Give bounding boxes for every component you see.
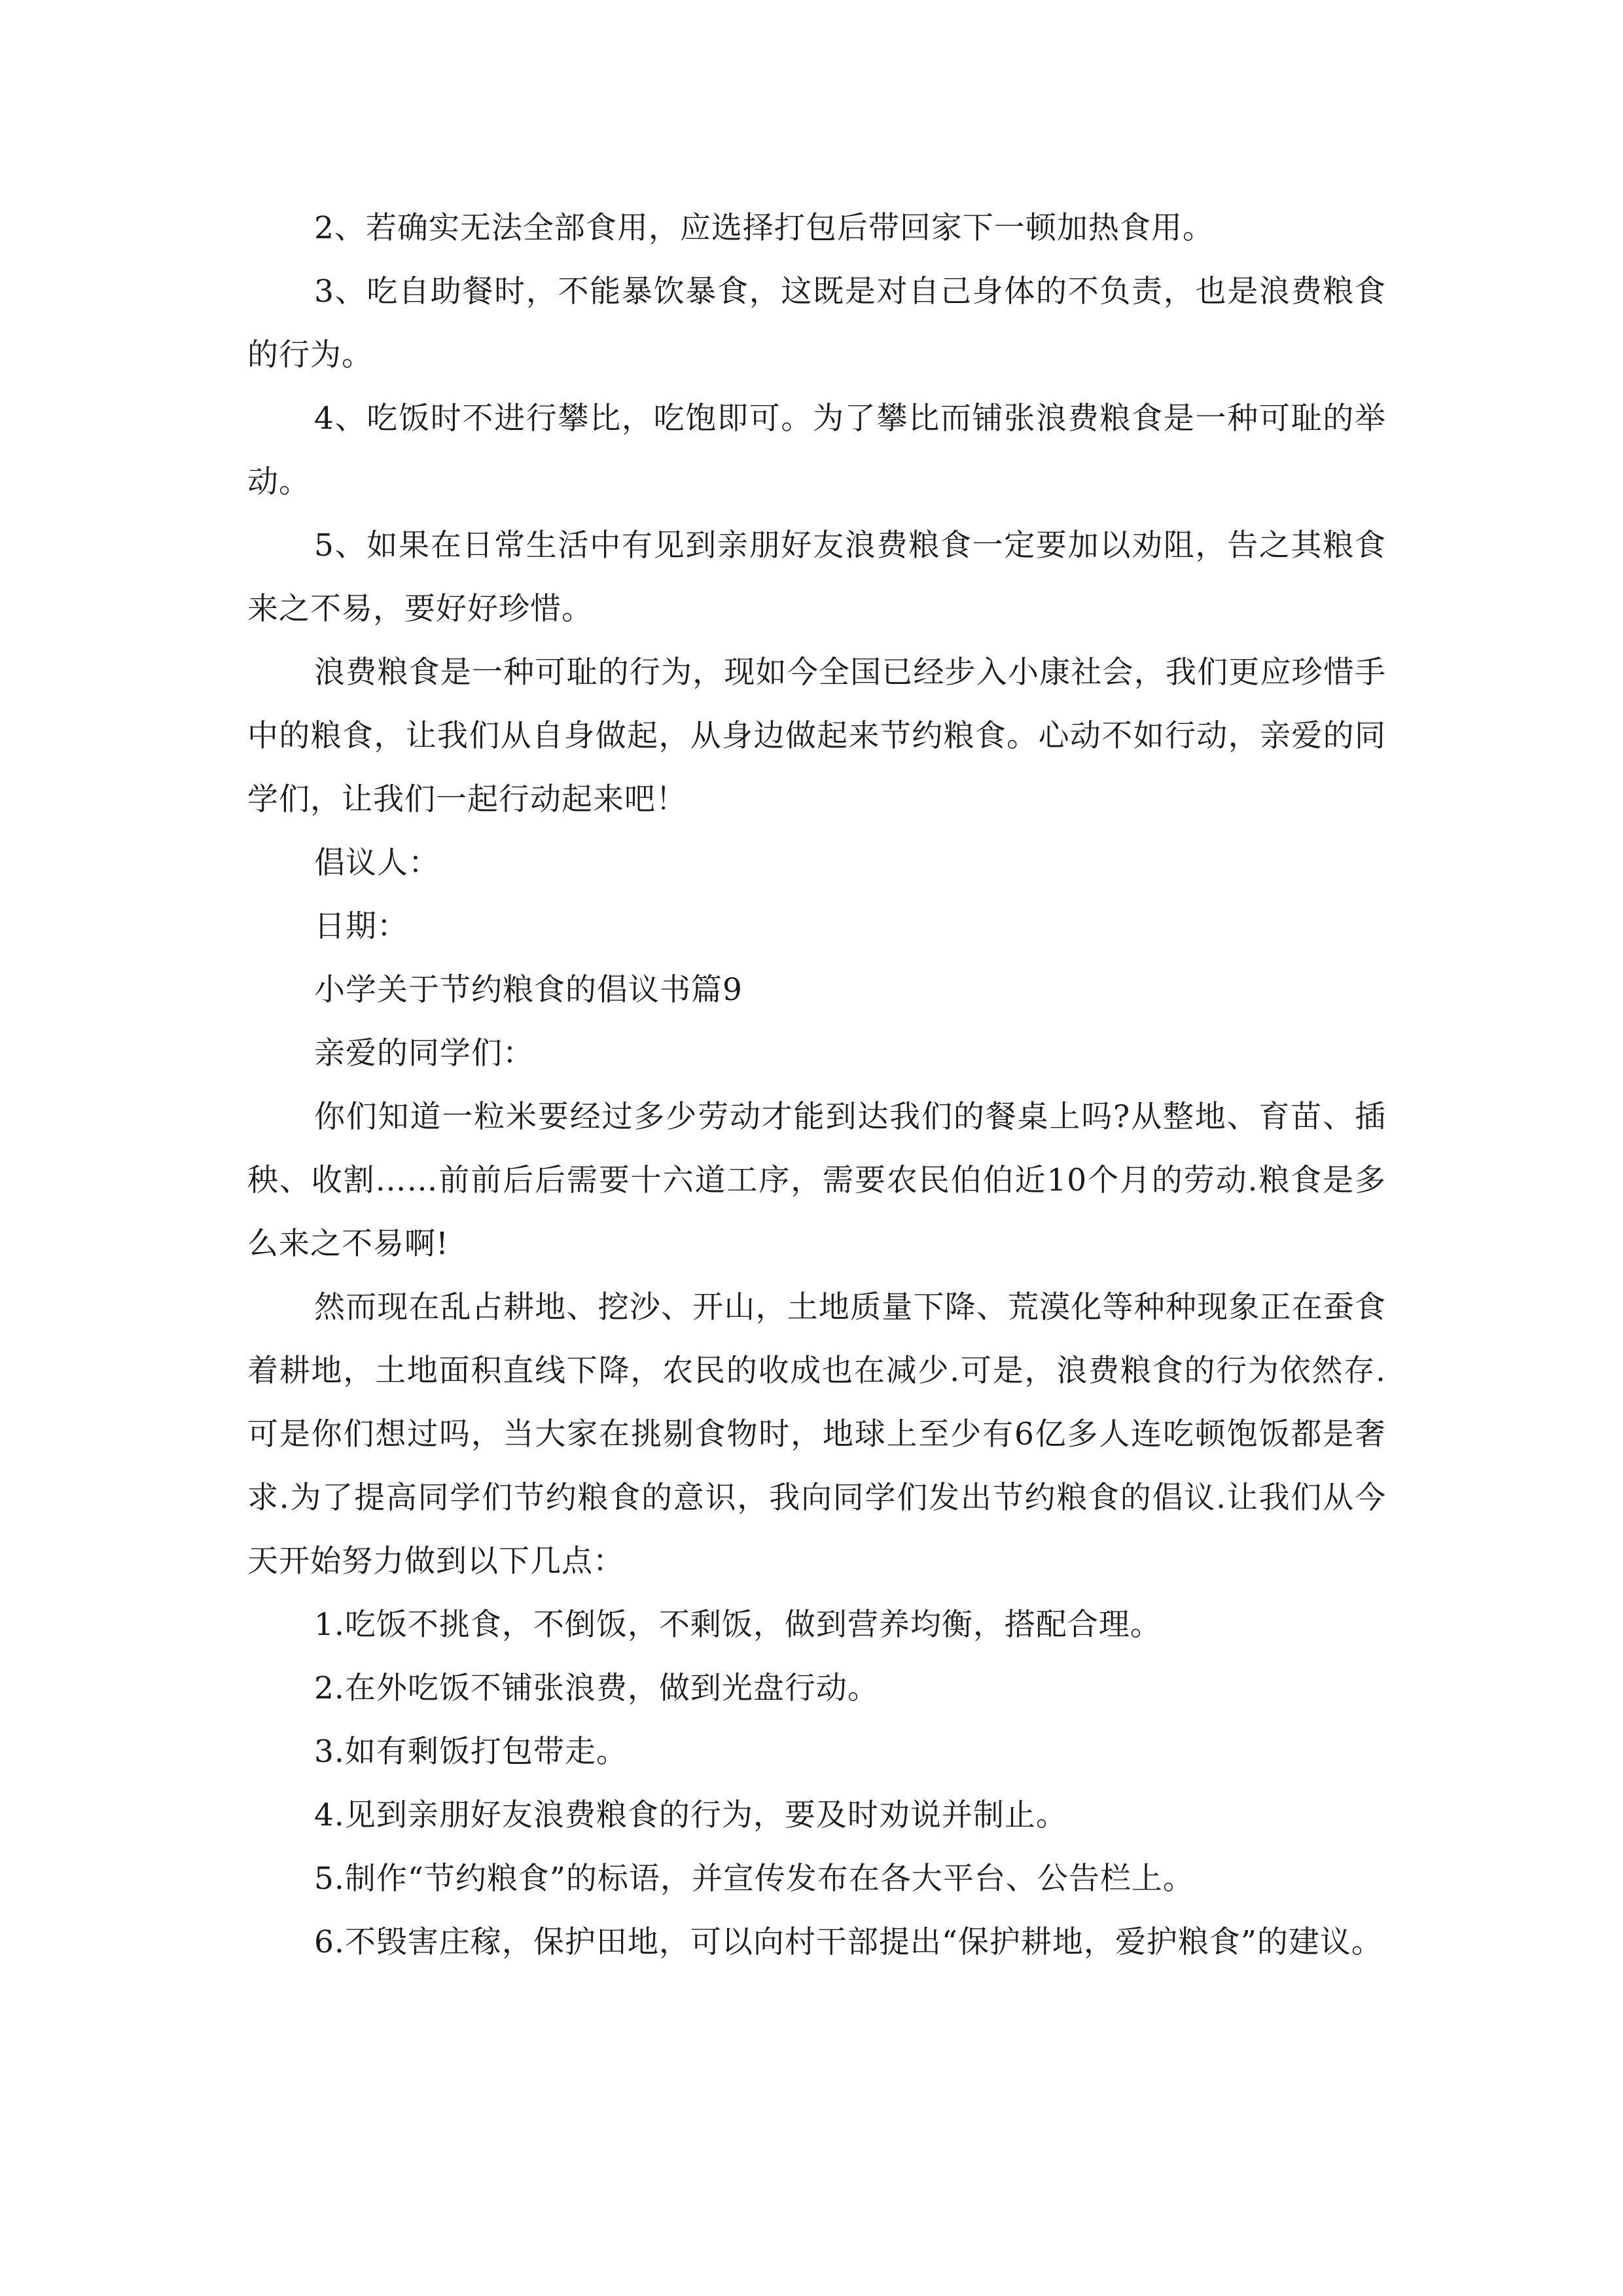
paragraph-item-2-leftovers: 2、若确实无法全部食用，应选择打包后带回家下一顿加热食用。 xyxy=(314,210,1214,246)
date-label: 日期： xyxy=(314,908,408,944)
paragraph-intro: 你们知道一粒米要经过多少劳动才能到达我们的餐桌上吗?从整地、育苗、插秧、收割……前前后后需要十六道工序，需要农民伯伯近10个月的劳动.粮食是多么来之不易啊! xyxy=(247,1099,1386,1262)
list-item-6: 6.不毁害庄稼，保护田地，可以向村干部提出“保护耕地，爱护粮食”的建议。 xyxy=(314,1924,1383,1960)
paragraph-item-3-buffet: 3、吃自助餐时，不能暴饮暴食，这既是对自己身体的不负责，也是浪费粮食的行为。 xyxy=(247,274,1386,373)
paragraph-conclusion: 浪费粮食是一种可耻的行为，现如今全国已经步入小康社会，我们更应珍惜手中的粮食，让我们从自身做起，从身边做起来节约粮食。心动不如行动，亲爱的同学们，让我们一起行动起来吧！ xyxy=(247,655,1386,817)
document-body xyxy=(247,196,1386,1974)
list-item-3: 3.如有剩饭打包带走。 xyxy=(314,1734,628,1770)
list-item-5: 5.制作“节约粮食”的标语，并宣传发布在各大平台、公告栏上。 xyxy=(314,1861,1194,1897)
paragraph-situation: 然而现在乱占耕地、挖沙、开山，土地质量下降、荒漠化等种种现象正在蚕食着耕地，土地面积直线下降，农民的收成也在减少.可是，浪费粮食的行为依然存.可是你们想过吗，当大家在挑剔食物时，地球上至少有6亿多人连吃顿饱饭都是奢求.为了提高同学们节约粮食的意识，我向同学们发出节约粮食的倡议.让我们从今天开始努力做到以下几点： xyxy=(247,1289,1386,1579)
proposer-label: 倡议人： xyxy=(314,845,440,881)
list-item-4: 4.见到亲朋好友浪费粮食的行为，要及时劝说并制止。 xyxy=(314,1797,1067,1833)
list-item-2: 2.在外吃饭不铺张浪费，做到光盘行动。 xyxy=(314,1670,879,1706)
list-item-1: 1.吃饭不挑食，不倒饭，不剩饭，做到营养均衡，搭配合理。 xyxy=(314,1607,1162,1643)
paragraph-item-5-dissuade: 5、如果在日常生活中有见到亲朋好友浪费粮食一定要加以劝阻，告之其粮食来之不易，要好好珍惜。 xyxy=(247,528,1386,627)
salutation: 亲爱的同学们： xyxy=(314,1035,534,1071)
section-title: 小学关于节约粮食的倡议书篇9 xyxy=(314,972,743,1008)
paragraph-item-4-no-comparison: 4、吃饭时不进行攀比，吃饱即可。为了攀比而铺张浪费粮食是一种可耻的举动。 xyxy=(247,401,1386,500)
